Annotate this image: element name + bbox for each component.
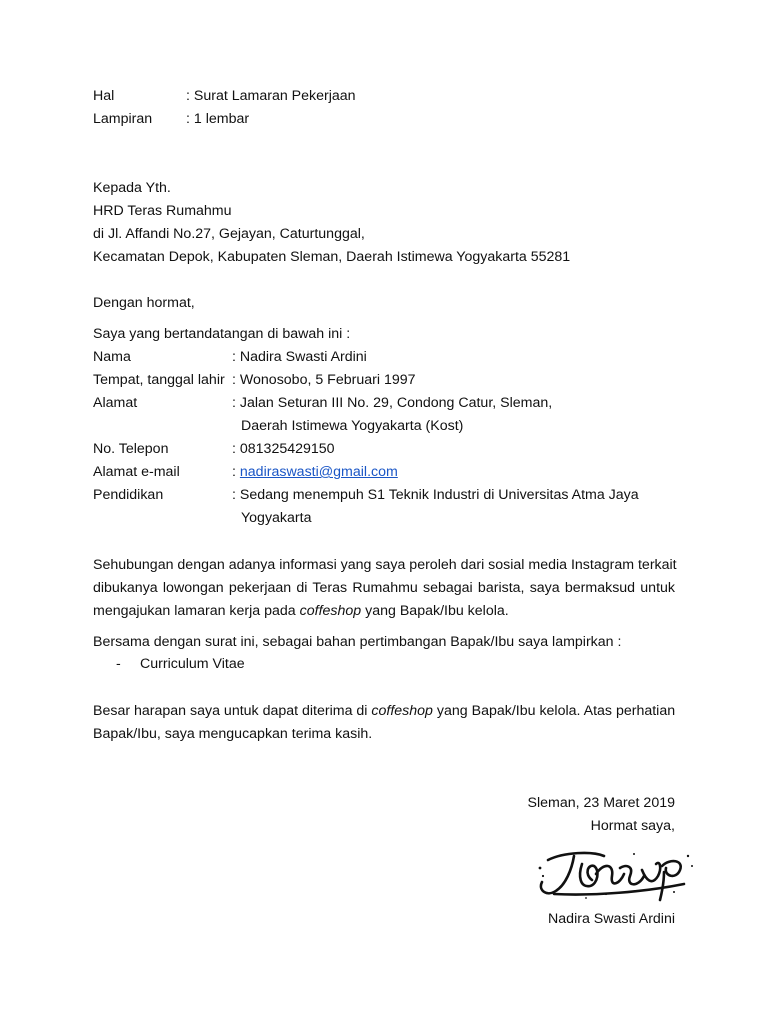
recipient-name: HRD Teras Rumahmu	[93, 203, 232, 219]
closing-regards: Hormat saya,	[590, 818, 675, 834]
recipient-address-line1: di Jl. Affandi No.27, Gejayan, Caturtunggal,	[93, 226, 365, 242]
greeting: Dengan hormat,	[93, 295, 195, 311]
paragraph1-line3-start: mengajukan lamaran kerja pada	[93, 603, 296, 619]
hal-label: Hal	[93, 88, 115, 104]
place-date: Sleman, 23 Maret 2019	[527, 795, 675, 811]
alamat-value-line2: Daerah Istimewa Yogyakarta (Kost)	[241, 418, 464, 434]
hal-value: : Surat Lamaran Pekerjaan	[186, 88, 356, 104]
paragraph3-line1	[93, 702, 675, 720]
email-row	[232, 463, 398, 481]
paragraph3-line1-start: Besar harapan saya untuk dapat diterima di	[93, 703, 368, 719]
paragraph3-coffeshop: coffeshop	[371, 703, 433, 719]
nama-value: : Nadira Swasti Ardini	[232, 349, 367, 365]
paragraph1-line1: Sehubungan dengan adanya informasi yang saya peroleh dari sosial media Instagram terkait	[93, 557, 677, 573]
lampiran-value: : 1 lembar	[186, 111, 250, 127]
pendidikan-value-line2: Yogyakarta	[241, 510, 312, 526]
attachment-bullet: -	[116, 656, 121, 672]
paragraph3-line2: Bapak/Ibu, saya mengucapkan terima kasih.	[93, 726, 373, 742]
signature-icon	[534, 846, 698, 904]
nama-label: Nama	[93, 349, 131, 365]
alamat-value-line1: : Jalan Seturan III No. 29, Condong Catur, Sleman,	[232, 395, 553, 411]
email-link[interactable]: nadiraswasti@gmail.com	[239, 464, 398, 480]
ttl-value: : Wonosobo, 5 Februari 1997	[232, 372, 416, 388]
paragraph2: Bersama dengan surat ini, sebagai bahan pertimbangan Bapak/Ibu saya lampirkan :	[93, 634, 622, 650]
alamat-label: Alamat	[93, 395, 138, 411]
paragraph1-line2: dibukanya lowongan pekerjaan di Teras Rumahmu sebagai barista, saya bermaksud untuk	[93, 580, 675, 596]
signer-name: Nadira Swasti Ardini	[548, 911, 675, 927]
email-colon: :	[232, 464, 236, 480]
lampiran-label: Lampiran	[93, 111, 153, 127]
intro-text: Saya yang bertandatangan di bawah ini :	[93, 326, 351, 342]
pendidikan-label: Pendidikan	[93, 487, 164, 503]
recipient-salutation: Kepada Yth.	[93, 180, 171, 196]
telepon-value: : 081325429150	[232, 441, 335, 457]
pendidikan-value-line1: : Sedang menempuh S1 Teknik Industri di Universitas Atma Jaya	[232, 487, 639, 503]
recipient-address-line2: Kecamatan Depok, Kabupaten Sleman, Daerah Istimewa Yogyakarta 55281	[93, 249, 571, 265]
telepon-label: No. Telepon	[93, 441, 169, 457]
paragraph3-line1-end: yang Bapak/Ibu kelola. Atas perhatian	[436, 703, 676, 719]
paragraph1-line3-end: yang Bapak/Ibu kelola.	[365, 603, 509, 619]
email-label: Alamat e-mail	[93, 464, 180, 480]
paragraph1-coffeshop: coffeshop	[299, 603, 362, 619]
ttl-label: Tempat, tanggal lahir	[93, 372, 225, 388]
paragraph1-line3	[93, 602, 509, 620]
attachment-item: Curriculum Vitae	[140, 656, 245, 672]
